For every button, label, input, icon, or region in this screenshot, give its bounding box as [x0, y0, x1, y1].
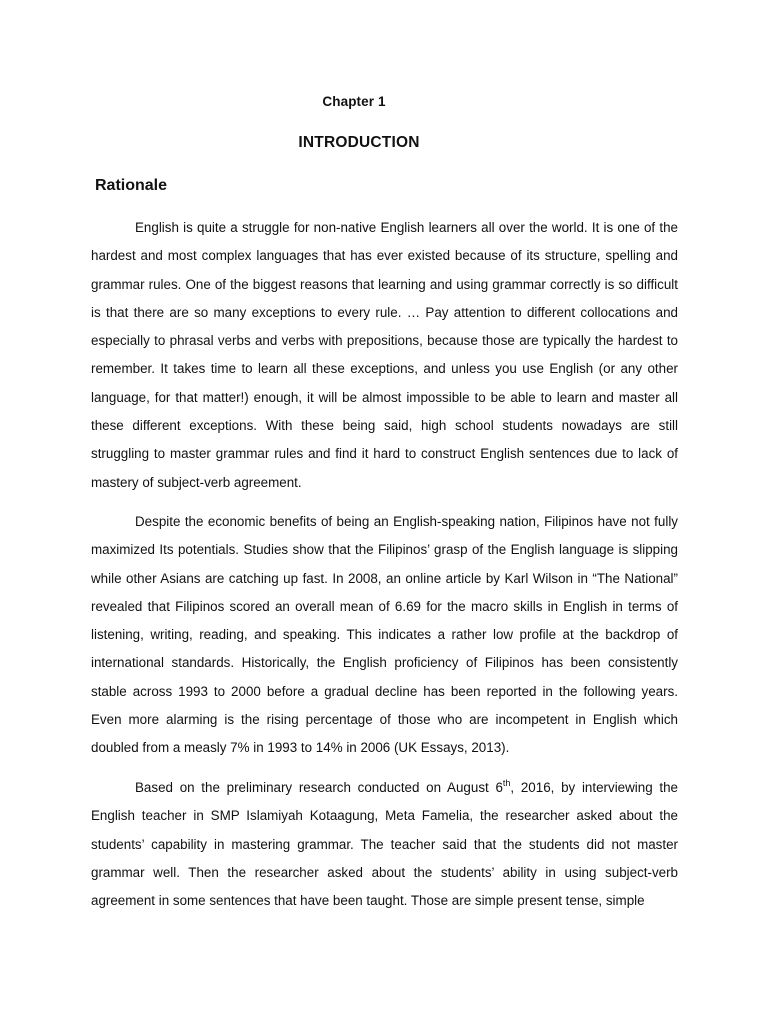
body-paragraph-3-container — [91, 774, 678, 915]
paragraph-text-start: Based on the preliminary research conducted on August 6 — [135, 780, 503, 795]
paragraph-text-end: , 2016, by interviewing the English teacher in SMP Islamiyah Kotaagung, Meta Famelia, the researcher asked about the students’ capability in mastering grammar. The teacher said that the students did not master grammar well. Then the researcher asked about the students’ ability in using subject-verb agreement in some sentences that have been taught. Those are simple present tense, simple — [91, 780, 678, 909]
body-paragraph-1-container — [91, 214, 678, 497]
body-paragraph: English is quite a struggle for non-native English learners all over the world. It is one of the hardest and most complex languages that has ever existed because of its structure, spelling and grammar rules. One of the biggest reasons that learning and using grammar correctly is so difficult is that there are so many exceptions to every rule. … Pay attention to different collocations and especially to phrasal verbs and verbs with prepositions, because those are typically the hardest to remember. It takes time to learn all these exceptions, and unless you use English (or any other language, for that matter!) enough, it will be almost impossible to be able to learn and master all these different exceptions. With these being said, high school students nowadays are still struggling to master grammar rules and find it hard to construct English sentences due to lack of mastery of subject-verb agreement. — [91, 220, 678, 490]
section-heading: Rationale — [95, 177, 168, 194]
body-paragraph-2-container — [91, 508, 678, 763]
body-paragraph — [91, 774, 678, 915]
body-paragraph: Despite the economic benefits of being an English-speaking nation, Filipinos have not fully maximized Its potentials. Studies show that the Filipinos’ grasp of the English language is slipping while other Asians are catching up fast. In 2008, an online article by Karl Wilson in “The National” revealed that Filipinos scored an overall mean of 6.69 for the macro skills in English in terms of listening, writing, reading, and speaking. This indicates a rather low profile at the backdrop of international standards. Historically, the English proficiency of Filipinos has been consistently stable across 1993 to 2000 before a gradual decline has been reported in the following years. Even more alarming is the rising percentage of those who are incompetent in English which doubled from a measly 7% in 1993 to 14% in 2006 (UK Essays, 2013). — [91, 514, 678, 756]
chapter-title: INTRODUCTION — [298, 134, 420, 151]
ordinal-superscript: th — [502, 777, 511, 788]
chapter-label: Chapter 1 — [322, 94, 386, 109]
